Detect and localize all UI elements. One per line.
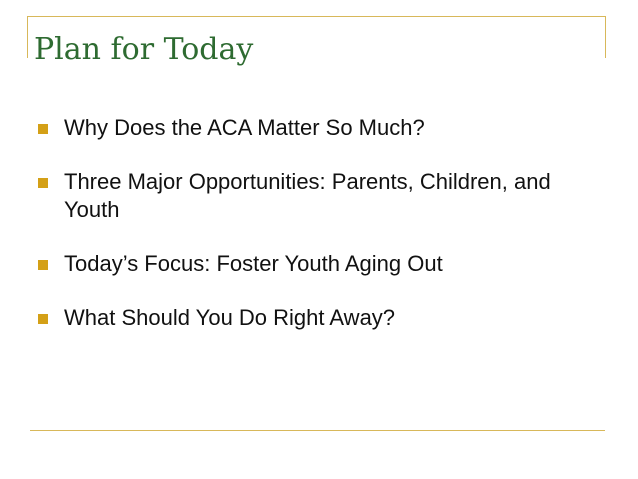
left-rule <box>27 16 28 58</box>
square-bullet-icon <box>38 124 48 134</box>
bullet-text: Three Major Opportunities: Parents, Children, and Youth <box>64 169 551 222</box>
bullet-item <box>36 304 596 332</box>
bottom-rule <box>30 430 605 431</box>
bullet-text: Today’s Focus: Foster Youth Aging Out <box>64 251 443 276</box>
bullet-item <box>36 250 596 278</box>
square-bullet-icon <box>38 260 48 270</box>
square-bullet-icon <box>38 314 48 324</box>
bullet-text: Why Does the ACA Matter So Much? <box>64 115 425 140</box>
bullet-list <box>36 114 596 332</box>
bullet-item <box>36 114 596 142</box>
top-rule <box>27 16 605 17</box>
square-bullet-icon <box>38 178 48 188</box>
right-rule <box>605 16 606 58</box>
bullet-text: What Should You Do Right Away? <box>64 305 396 330</box>
slide-title: Plan for Today <box>34 32 254 67</box>
bullet-item <box>36 168 596 224</box>
